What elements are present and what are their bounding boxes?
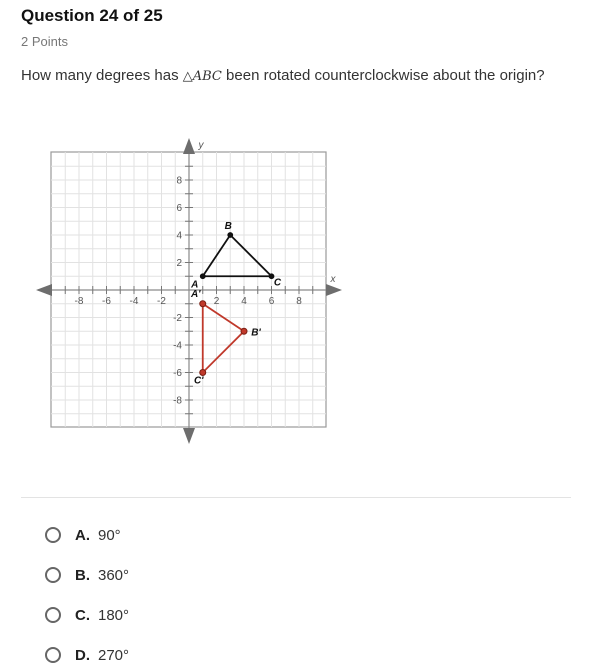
choice-b[interactable] xyxy=(45,564,129,586)
choice-a[interactable] xyxy=(45,524,121,546)
x-tick-label: -6 xyxy=(102,296,111,307)
x-tick-label: 6 xyxy=(268,296,275,307)
y-tick-label: -2 xyxy=(173,313,182,324)
choice-d-letter: D. xyxy=(75,646,90,664)
vertex-label: A xyxy=(191,279,199,291)
radio-c[interactable] xyxy=(45,607,61,623)
vertex-label: C' xyxy=(193,375,204,387)
vertex-label: C xyxy=(273,277,282,289)
vertex-label: A' xyxy=(190,288,201,300)
choice-c-text: 180° xyxy=(98,606,130,624)
divider xyxy=(21,497,571,498)
x-axis-arrow-right-icon xyxy=(326,284,342,296)
y-tick-label: -6 xyxy=(173,368,182,379)
x-axis-arrow-left-icon xyxy=(36,284,52,296)
y-axis-label: y xyxy=(198,140,204,151)
y-axis-arrow-up-icon xyxy=(183,138,195,154)
y-tick-label: -4 xyxy=(173,340,182,352)
choice-b-letter: B. xyxy=(75,566,90,584)
vertex-point xyxy=(200,274,205,279)
x-tick-label: -4 xyxy=(129,296,139,307)
y-axis-arrow-down-icon xyxy=(183,428,195,444)
vertex-label: B' xyxy=(251,327,261,339)
y-tick-label: -8 xyxy=(173,395,182,407)
question-title: Question 24 of 25 xyxy=(21,6,163,25)
choice-d[interactable] xyxy=(45,644,129,666)
choice-c[interactable] xyxy=(45,604,129,626)
choice-a-text: 90° xyxy=(98,526,121,544)
x-axis-label: x xyxy=(330,274,336,285)
question-points: 2 Points xyxy=(21,34,68,49)
radio-b[interactable] xyxy=(45,567,61,583)
vertex-point xyxy=(228,233,233,238)
vertex-point xyxy=(241,328,247,334)
choice-d-text: 270° xyxy=(98,646,130,664)
choice-c-letter: C. xyxy=(75,606,90,624)
x-tick-label: -8 xyxy=(74,296,84,307)
radio-d[interactable] xyxy=(45,647,61,663)
y-tick-label: 8 xyxy=(176,175,182,187)
x-tick-label: -2 xyxy=(157,296,166,307)
choice-b-text: 360° xyxy=(98,566,130,584)
y-tick-label: 6 xyxy=(176,203,182,214)
x-tick-label: 4 xyxy=(241,296,247,307)
y-tick-label: 4 xyxy=(176,230,182,242)
vertex-point xyxy=(200,301,206,307)
x-tick-label: 2 xyxy=(213,296,220,307)
triangle-label: △ABC xyxy=(182,69,222,84)
choice-a-letter: A. xyxy=(75,526,90,544)
y-tick-label: 2 xyxy=(176,258,182,269)
radio-a[interactable] xyxy=(45,527,61,543)
x-tick-label: 8 xyxy=(296,296,302,307)
question-prefix: How many degrees has xyxy=(21,67,183,84)
question-suffix: been rotated counterclockwise about the origin? xyxy=(221,67,545,84)
vertex-label: B xyxy=(224,221,232,232)
